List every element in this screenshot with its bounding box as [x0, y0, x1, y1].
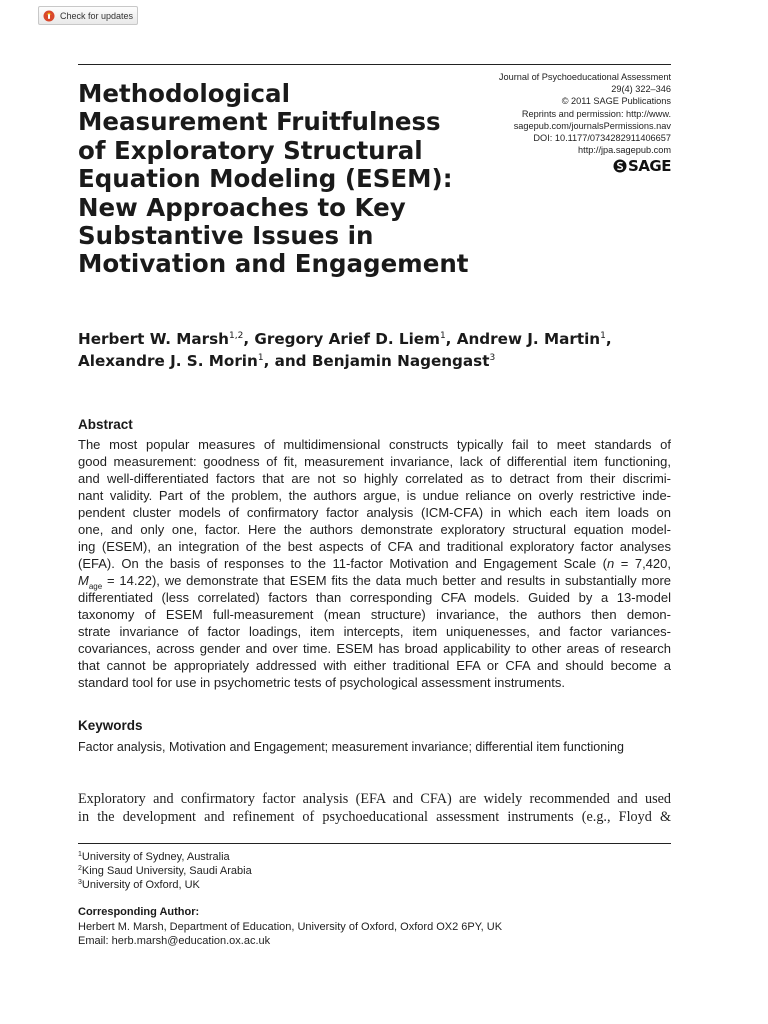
author-list [78, 328, 678, 372]
abstract-line: one, and only one, factor. Here the authors demonstrate exploratory structural equation model- [78, 522, 671, 537]
abstract-line: that cannot be appropriately addressed with either traditional EFA or CFA and should become a [78, 658, 671, 673]
affiliation-mark: 1 [78, 851, 82, 858]
header-rule [78, 64, 671, 65]
journal-doi[interactable]: DOI: 10.1177/0734282911406657 [533, 133, 671, 144]
abstract-line: differentiated (less correlated) factors than corresponding CFA models. Guided by a 13-model [78, 590, 671, 605]
footnote-rule [78, 843, 671, 844]
body-line: Exploratory and confirmatory factor analysis (EFA and CFA) are widely recommended and used [78, 791, 671, 807]
affiliations [78, 850, 252, 892]
affiliation-text: University of Sydney, Australia [81, 851, 230, 863]
author-name: Andrew J. Martin [456, 330, 601, 348]
author-affiliation-mark: 3 [489, 353, 496, 363]
author-name: Herbert W. Marsh [78, 330, 229, 348]
author-affiliation-mark: 1,2 [228, 331, 244, 341]
author-separator: , [605, 330, 612, 348]
abstract-line: The most popular measures of multidimensional constructs typically fail to meet standards of [78, 437, 671, 452]
journal-permissions-link[interactable]: sagepub.com/journalsPermissions.nav [513, 120, 671, 131]
affiliation-mark: 2 [78, 865, 82, 872]
check-for-updates-icon [43, 10, 55, 22]
sage-logo [613, 157, 671, 175]
author-separator: , [243, 330, 255, 348]
title-line: Methodological [78, 79, 290, 108]
author-name: Alexandre J. S. Morin [78, 352, 258, 370]
author-name: Gregory Arief D. Liem [254, 330, 440, 348]
abstract-line: $M_{age} = 14.22$), we demonstrate that ESEM fits the data much better and results in substantially more [78, 573, 671, 591]
sage-logo-icon [613, 159, 627, 173]
title-line: Measurement Fruitfulness [78, 107, 441, 137]
abstract-heading: Abstract [78, 417, 133, 432]
abstract-line: ing (ESEM), an integration of the best aspects of CFA and traditional exploratory factor analyses [78, 539, 671, 554]
abstract-line: pendent cluster models of confirmatory factor analysis (ICM-CFA) in which each item loads on [78, 505, 671, 520]
corresponding-email[interactable]: Email: herb.marsh@education.ox.ac.uk [78, 935, 271, 947]
sage-logo-text: SAGE [628, 157, 671, 175]
keywords-heading: Keywords [78, 718, 143, 733]
body-line: in the development and refinement of psychoeducational assessment instruments (e.g., Floyd & [78, 808, 671, 825]
affiliation-item [78, 864, 252, 878]
title-line: of Exploratory Structural [78, 135, 423, 165]
title-line: Substantive Issues in [78, 221, 374, 251]
abstract-line: (EFA). On the basis of responses to the 11-factor Motivation and Engagement Scale (n = 7,420, [78, 556, 671, 571]
title-line: Motivation and Engagement [78, 249, 469, 279]
affiliation-item [78, 878, 252, 892]
abstract-line: strate invariance of factor loadings, item intercepts, item uniquenesses, and factor variances- [78, 624, 671, 639]
body-text [78, 791, 671, 826]
abstract-line: taxonomy of ESEM full-measurement (mean structure) invariance, the authors then demon- [78, 607, 671, 622]
check-for-updates-label: Check for updates [60, 10, 134, 21]
corresponding-author-heading: Corresponding Author: [78, 906, 200, 918]
abstract-line: nant validity. Part of the problem, the authors argue, is undue reliance on overly restrictive inde- [78, 488, 671, 503]
author-affiliation-mark: 1 [257, 353, 264, 363]
abstract-line: good measurement: goodness of fit, measurement invariance, lack of differential item functioning, [78, 454, 671, 469]
author-name: Benjamin Nagengast [311, 352, 490, 370]
journal-reprints: Reprints and permission: http://www. [521, 108, 671, 119]
corresponding-address: Herbert M. Marsh, Department of Education, University of Oxford, Oxford OX2 6PY, UK [78, 921, 503, 933]
keywords-text: Factor analysis, Motivation and Engagement; measurement invariance; differential item functioning [78, 740, 624, 754]
affiliation-mark: 3 [78, 879, 82, 886]
check-for-updates-button[interactable] [38, 6, 138, 25]
abstract-line: and well-differentiated factors that are not so highly correlated as to detract from their discrimi- [78, 471, 671, 486]
journal-url[interactable]: http://jpa.sagepub.com [578, 145, 671, 156]
corresponding-author [78, 920, 502, 948]
affiliation-text: University of Oxford, UK [81, 879, 200, 891]
journal-volume: 29(4) 322–346 [611, 84, 671, 95]
author-separator: , and [263, 352, 312, 370]
title-line: New Approaches to Key [78, 192, 406, 222]
author-separator: , [445, 330, 457, 348]
abstract-line: standard tool for use in psychometric tests of psychological assessment instruments. [78, 675, 565, 690]
affiliation-item [78, 850, 252, 864]
title-line: Equation Modeling (ESEM): [78, 164, 453, 194]
author-affiliation-mark: 1 [439, 331, 446, 341]
journal-info [411, 71, 671, 156]
author-affiliation-mark: 1 [600, 331, 606, 341]
journal-name: Journal of Psychoeducational Assessment [498, 72, 671, 82]
abstract-body [78, 436, 671, 691]
abstract-line: covariances, across gender and over time. ESEM has broad applicability to other areas of research [78, 641, 671, 656]
affiliation-text: King Saud University, Saudi Arabia [81, 865, 252, 877]
journal-copyright: © 2011 SAGE Publications [561, 96, 671, 107]
